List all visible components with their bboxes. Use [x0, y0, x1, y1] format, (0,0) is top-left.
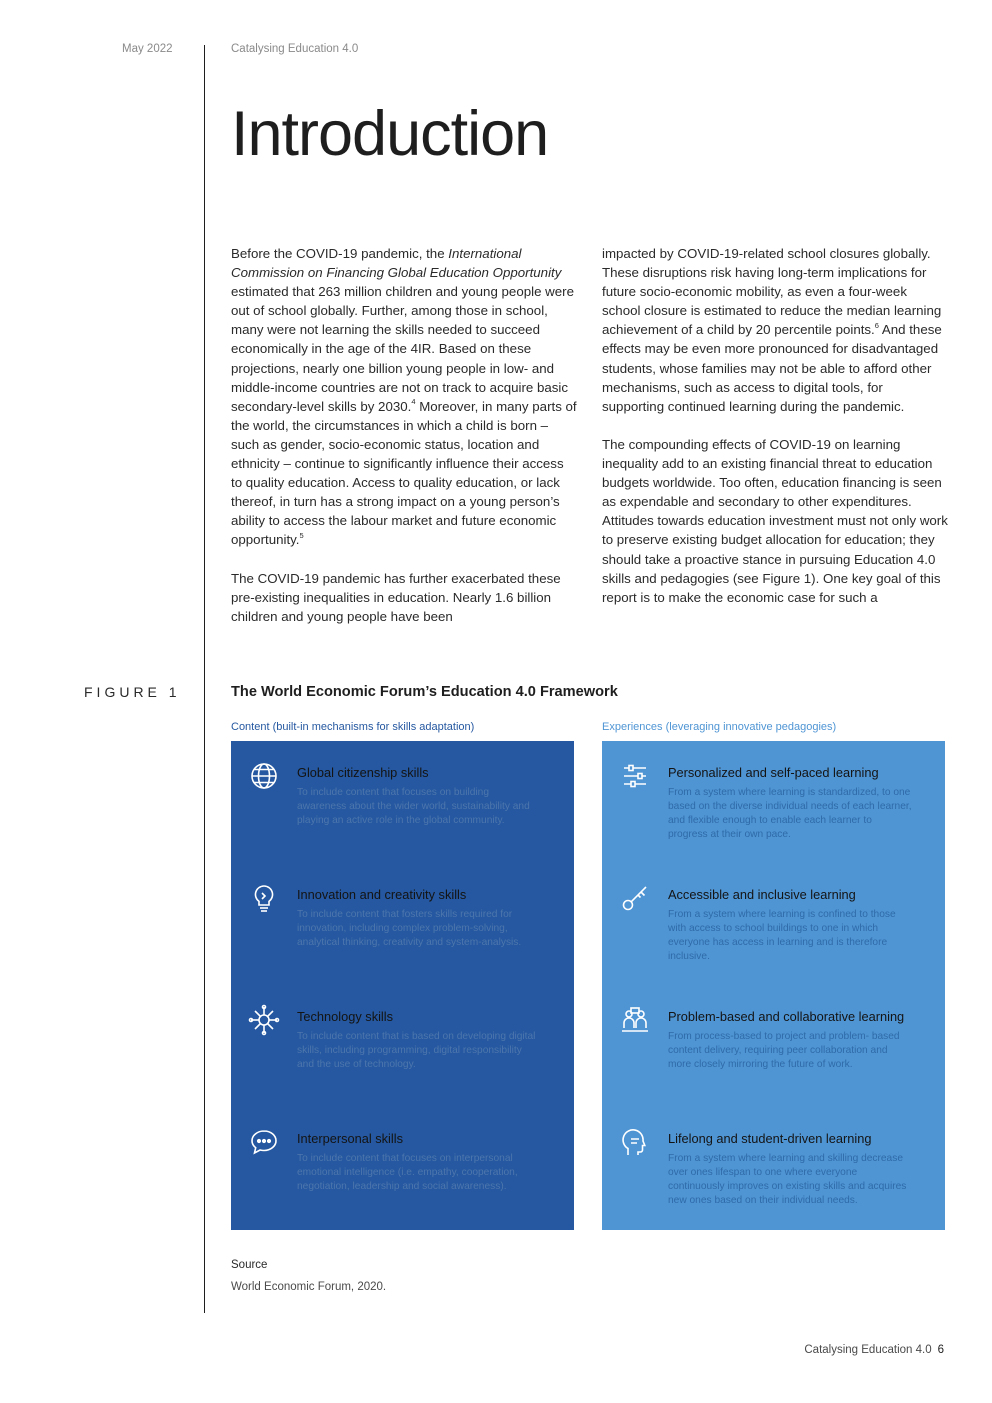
- content-panel-label: Content (built-in mechanisms for skills adaptation): [231, 721, 475, 733]
- body-paragraph: The COVID-19 pandemic has further exacerbated these pre-existing inequalities in education. Nearly 1.6 billion children and young people have been: [231, 570, 561, 624]
- content-item-interpersonal: [231, 1111, 574, 1221]
- body-column-right: [602, 244, 948, 626]
- lightbulb-icon: [248, 882, 280, 914]
- item-title: Accessible and inclusive learning: [668, 887, 856, 902]
- item-title: Problem-based and collaborative learning: [668, 1009, 905, 1024]
- footer: [804, 1344, 944, 1356]
- body-paragraph: impacted by COVID-19-related school closures globally. These disruptions risk having long-term implications for future socio-economic mobility, as even a four-week school closure is estimated to reduce the median learning achievement of a child by 20 percentile points.$^6$ And these effects may be even more pronounced for disadvantaged students, whose families may not be able to afford other mechanisms, such as access to digital tools, for supporting continued learning during the pandemic.: [602, 246, 942, 414]
- body-column-left: [231, 244, 577, 645]
- footnote-ref: 5: [299, 530, 304, 540]
- figure-title: The World Economic Forum’s Education 4.0 Framework: [231, 684, 618, 700]
- speech-bubble-icon: [248, 1126, 280, 1158]
- head-icon: [619, 1126, 651, 1158]
- item-description: To include content that focuses on interpersonal emotional intelligence (i.e. empathy, cooperation, negotiation, leadership and social awareness).: [297, 1153, 518, 1192]
- page-number: 6: [937, 1344, 944, 1356]
- collaboration-icon: [619, 1004, 651, 1036]
- item-title: Global citizenship skills: [297, 765, 429, 780]
- margin-rule: [204, 45, 205, 1313]
- item-title: Personalized and self-paced learning: [668, 765, 879, 780]
- experience-item-problem-based: [602, 989, 945, 1099]
- page-title: Introduction: [231, 99, 549, 169]
- italic-title: International Commission on Financing Global Education Opportunity: [231, 246, 562, 281]
- item-description: From a system where learning and skilling decrease over ones lifespan to one where everyone continuously improves on existing skills and acquires new ones based on their individual needs.: [668, 1153, 907, 1206]
- item-title: Innovation and creativity skills: [297, 887, 467, 902]
- footnote-ref: 6: [874, 320, 879, 330]
- item-description: To include content that fosters skills required for innovation, including complex problem-solving, analytical thinking, creativity and system-analysis.: [297, 909, 522, 948]
- source-text: World Economic Forum, 2020.: [231, 1281, 387, 1293]
- source-label: Source: [231, 1259, 268, 1271]
- figure-label: FIGURE 1: [84, 684, 181, 700]
- content-item-innovation: [231, 867, 574, 977]
- footer-report-title: Catalysing Education 4.0: [804, 1344, 932, 1356]
- body-paragraph: The compounding effects of COVID-19 on learning inequality add to an existing financial threat to education budgets worldwide. Too often, education financing is seen as expendable and secondary to other expenditures. Attitudes towards education investment must not only work to preserve existing budget allocation for education; they should take a proactive stance in pursuing Education 4.0 skills and pedagogies (see Figure 1). One key goal of this report is to make the economic case for such a: [602, 436, 948, 605]
- item-description: From a system where learning is confined to those with access to school buildings to one in which everyone has access in learning and is therefore inclusive.: [668, 909, 896, 962]
- globe-icon: [248, 760, 280, 792]
- item-description: From a system where learning is standardized, to one based on the diverse individual needs of each learner, and flexible enough to enable each learner to progress at their own pace.: [668, 787, 912, 840]
- footnote-ref: 4: [411, 397, 416, 407]
- experience-item-accessible: [602, 867, 945, 977]
- item-title: Lifelong and student-driven learning: [668, 1131, 872, 1146]
- circuit-icon: [248, 1004, 280, 1036]
- experiences-panel-label: Experiences (leveraging innovative pedagogies): [602, 721, 837, 733]
- content-item-global-citizenship: [231, 745, 574, 855]
- item-title: Interpersonal skills: [297, 1131, 403, 1146]
- experience-item-personalized: [602, 745, 945, 855]
- item-description: To include content that is based on developing digital skills, including programming, digital responsibility and the use of technology.: [297, 1031, 536, 1070]
- body-paragraph: Before the COVID-19 pandemic, the International Commission on Financing Global Education Opportunity estimated that 263 million children and young people were out of school globally. Further, among those in school, many were not learning the skills needed to succeed economically in the age of the 4IR. Based on these projections, nearly one billion young people in low- and middle-income countries are not on track to acquire basic secondary-level skills by 2030.$^4$ Moreover, in many parts of the world, the circumstances in which a child is born – such as gender, socio-economic status, location and ethnicity – continue to significantly influence their access to quality education. Access to quality education, or lack thereof, in turn has a strong impact on a young person’s ability to access the labour market and future economic opportunity.$^5$: [231, 246, 577, 548]
- item-title: Technology skills: [297, 1009, 394, 1024]
- item-description: To include content that focuses on building awareness about the wider world, sustainability and playing an active role in the global community.: [297, 787, 530, 826]
- experiences-panel: [602, 741, 945, 1230]
- header-report-title: Catalysing Education 4.0: [231, 43, 359, 55]
- header-date: May 2022: [122, 43, 173, 55]
- item-description: From process-based to project and problem- based content delivery, requiring peer collaboration and more closely mirroring the future of work.: [668, 1031, 900, 1070]
- content-item-technology: [231, 989, 574, 1099]
- content-panel: [231, 741, 574, 1230]
- experience-item-lifelong: [602, 1111, 945, 1221]
- key-icon: [619, 882, 651, 914]
- sliders-icon: [619, 760, 651, 792]
